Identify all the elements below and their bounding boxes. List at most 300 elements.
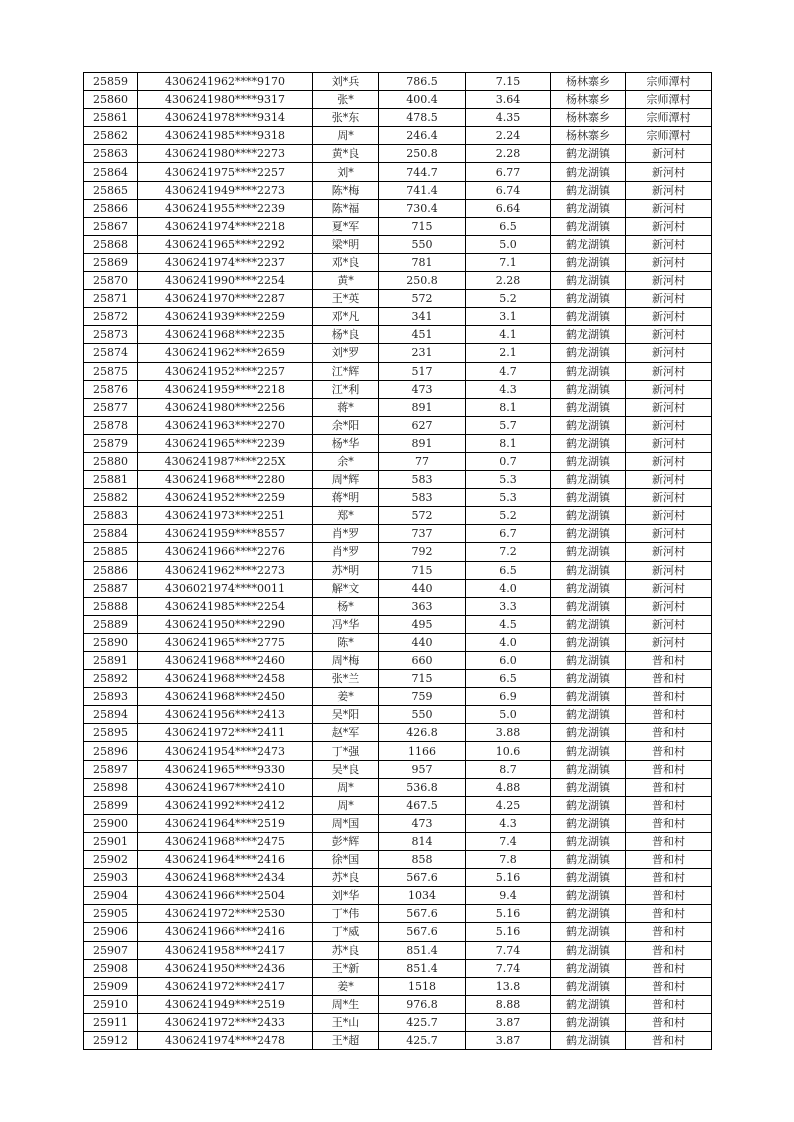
cell-seq: 25893 bbox=[84, 688, 138, 706]
cell-id-number: 4306241978****9314 bbox=[138, 109, 313, 127]
table-row bbox=[84, 452, 712, 470]
cell-village: 新河村 bbox=[626, 217, 712, 235]
cell-seq: 25900 bbox=[84, 814, 138, 832]
cell-amount: 6.5 bbox=[466, 670, 551, 688]
cell-town: 鹤龙湖镇 bbox=[551, 507, 626, 525]
cell-area: 814 bbox=[379, 832, 466, 850]
cell-name: 王*超 bbox=[313, 1031, 379, 1049]
table-row bbox=[84, 724, 712, 742]
cell-area: 976.8 bbox=[379, 995, 466, 1013]
cell-town: 鹤龙湖镇 bbox=[551, 905, 626, 923]
cell-area: 583 bbox=[379, 489, 466, 507]
cell-village: 新河村 bbox=[626, 615, 712, 633]
cell-amount: 6.0 bbox=[466, 652, 551, 670]
table-row bbox=[84, 145, 712, 163]
cell-name: 杨* bbox=[313, 597, 379, 615]
cell-id-number: 4306241966****2504 bbox=[138, 887, 313, 905]
cell-seq: 25864 bbox=[84, 163, 138, 181]
cell-area: 567.6 bbox=[379, 923, 466, 941]
cell-name: 刘*兵 bbox=[313, 73, 379, 91]
cell-id-number: 4306241972****2411 bbox=[138, 724, 313, 742]
cell-id-number: 4306241980****2256 bbox=[138, 398, 313, 416]
cell-village: 新河村 bbox=[626, 272, 712, 290]
table-row bbox=[84, 778, 712, 796]
table-row bbox=[84, 308, 712, 326]
cell-amount: 8.88 bbox=[466, 995, 551, 1013]
table-row bbox=[84, 670, 712, 688]
cell-town: 鹤龙湖镇 bbox=[551, 362, 626, 380]
cell-amount: 4.3 bbox=[466, 380, 551, 398]
table-row bbox=[84, 253, 712, 271]
cell-village: 普和村 bbox=[626, 688, 712, 706]
cell-amount: 2.24 bbox=[466, 127, 551, 145]
cell-amount: 6.5 bbox=[466, 561, 551, 579]
cell-town: 鹤龙湖镇 bbox=[551, 670, 626, 688]
cell-town: 鹤龙湖镇 bbox=[551, 326, 626, 344]
cell-area: 1518 bbox=[379, 977, 466, 995]
cell-amount: 3.3 bbox=[466, 597, 551, 615]
cell-town: 鹤龙湖镇 bbox=[551, 851, 626, 869]
cell-village: 普和村 bbox=[626, 977, 712, 995]
cell-name: 刘*华 bbox=[313, 887, 379, 905]
cell-amount: 5.2 bbox=[466, 290, 551, 308]
cell-amount: 4.88 bbox=[466, 778, 551, 796]
cell-area: 467.5 bbox=[379, 796, 466, 814]
cell-name: 黄*良 bbox=[313, 145, 379, 163]
table-row bbox=[84, 688, 712, 706]
cell-village: 新河村 bbox=[626, 145, 712, 163]
cell-amount: 3.64 bbox=[466, 91, 551, 109]
cell-amount: 4.0 bbox=[466, 579, 551, 597]
cell-id-number: 4306241968****2434 bbox=[138, 869, 313, 887]
cell-seq: 25859 bbox=[84, 73, 138, 91]
cell-area: 741.4 bbox=[379, 181, 466, 199]
cell-village: 普和村 bbox=[626, 941, 712, 959]
cell-name: 吴*良 bbox=[313, 760, 379, 778]
cell-town: 鹤龙湖镇 bbox=[551, 163, 626, 181]
cell-id-number: 4306241965****9330 bbox=[138, 760, 313, 778]
cell-town: 鹤龙湖镇 bbox=[551, 941, 626, 959]
cell-seq: 25897 bbox=[84, 760, 138, 778]
cell-id-number: 4306241968****2280 bbox=[138, 471, 313, 489]
cell-seq: 25873 bbox=[84, 326, 138, 344]
cell-area: 792 bbox=[379, 543, 466, 561]
cell-seq: 25911 bbox=[84, 1013, 138, 1031]
table-row bbox=[84, 398, 712, 416]
cell-area: 715 bbox=[379, 670, 466, 688]
cell-name: 陈*福 bbox=[313, 199, 379, 217]
cell-amount: 4.7 bbox=[466, 362, 551, 380]
cell-name: 徐*国 bbox=[313, 851, 379, 869]
cell-town: 鹤龙湖镇 bbox=[551, 181, 626, 199]
cell-name: 蒋* bbox=[313, 398, 379, 416]
cell-village: 新河村 bbox=[626, 362, 712, 380]
cell-area: 891 bbox=[379, 398, 466, 416]
cell-id-number: 4306241970****2287 bbox=[138, 290, 313, 308]
table-row bbox=[84, 217, 712, 235]
table-row bbox=[84, 615, 712, 633]
cell-town: 鹤龙湖镇 bbox=[551, 344, 626, 362]
cell-name: 王*英 bbox=[313, 290, 379, 308]
cell-id-number: 4306241949****2273 bbox=[138, 181, 313, 199]
cell-area: 737 bbox=[379, 525, 466, 543]
cell-amount: 7.1 bbox=[466, 253, 551, 271]
cell-village: 普和村 bbox=[626, 760, 712, 778]
cell-name: 余* bbox=[313, 452, 379, 470]
cell-town: 鹤龙湖镇 bbox=[551, 452, 626, 470]
cell-area: 1034 bbox=[379, 887, 466, 905]
cell-town: 鹤龙湖镇 bbox=[551, 253, 626, 271]
cell-name: 张* bbox=[313, 91, 379, 109]
cell-village: 新河村 bbox=[626, 633, 712, 651]
table-row bbox=[84, 344, 712, 362]
cell-seq: 25904 bbox=[84, 887, 138, 905]
cell-name: 肖*罗 bbox=[313, 525, 379, 543]
table-row bbox=[84, 163, 712, 181]
table-row bbox=[84, 326, 712, 344]
cell-amount: 8.7 bbox=[466, 760, 551, 778]
cell-id-number: 4306241968****2460 bbox=[138, 652, 313, 670]
cell-town: 鹤龙湖镇 bbox=[551, 561, 626, 579]
cell-town: 鹤龙湖镇 bbox=[551, 525, 626, 543]
cell-id-number: 4306241972****2417 bbox=[138, 977, 313, 995]
cell-name: 丁*伟 bbox=[313, 905, 379, 923]
cell-town: 鹤龙湖镇 bbox=[551, 652, 626, 670]
cell-seq: 25907 bbox=[84, 941, 138, 959]
cell-town: 鹤龙湖镇 bbox=[551, 633, 626, 651]
table-row bbox=[84, 73, 712, 91]
table-row bbox=[84, 290, 712, 308]
cell-amount: 4.25 bbox=[466, 796, 551, 814]
cell-town: 鹤龙湖镇 bbox=[551, 471, 626, 489]
cell-seq: 25878 bbox=[84, 416, 138, 434]
cell-area: 451 bbox=[379, 326, 466, 344]
cell-name: 王*山 bbox=[313, 1013, 379, 1031]
cell-id-number: 4306241962****2273 bbox=[138, 561, 313, 579]
cell-id-number: 4306241966****2276 bbox=[138, 543, 313, 561]
cell-seq: 25906 bbox=[84, 923, 138, 941]
cell-amount: 6.74 bbox=[466, 181, 551, 199]
table-row bbox=[84, 995, 712, 1013]
cell-seq: 25892 bbox=[84, 670, 138, 688]
table-row bbox=[84, 380, 712, 398]
cell-amount: 7.4 bbox=[466, 832, 551, 850]
cell-seq: 25876 bbox=[84, 380, 138, 398]
cell-village: 新河村 bbox=[626, 489, 712, 507]
cell-id-number: 4306241964****2519 bbox=[138, 814, 313, 832]
cell-name: 周* bbox=[313, 796, 379, 814]
cell-village: 新河村 bbox=[626, 597, 712, 615]
cell-village: 普和村 bbox=[626, 869, 712, 887]
cell-seq: 25870 bbox=[84, 272, 138, 290]
cell-seq: 25880 bbox=[84, 452, 138, 470]
cell-name: 杨*良 bbox=[313, 326, 379, 344]
cell-area: 550 bbox=[379, 706, 466, 724]
cell-amount: 5.16 bbox=[466, 869, 551, 887]
cell-id-number: 4306241955****2239 bbox=[138, 199, 313, 217]
table-row bbox=[84, 959, 712, 977]
cell-village: 普和村 bbox=[626, 923, 712, 941]
cell-name: 周*梅 bbox=[313, 652, 379, 670]
cell-town: 鹤龙湖镇 bbox=[551, 597, 626, 615]
cell-name: 解*文 bbox=[313, 579, 379, 597]
table-row bbox=[84, 887, 712, 905]
cell-id-number: 4306241968****2235 bbox=[138, 326, 313, 344]
cell-amount: 3.87 bbox=[466, 1013, 551, 1031]
cell-area: 1166 bbox=[379, 742, 466, 760]
cell-amount: 6.9 bbox=[466, 688, 551, 706]
cell-seq: 25879 bbox=[84, 434, 138, 452]
cell-seq: 25865 bbox=[84, 181, 138, 199]
cell-amount: 7.15 bbox=[466, 73, 551, 91]
cell-seq: 25889 bbox=[84, 615, 138, 633]
cell-amount: 6.77 bbox=[466, 163, 551, 181]
cell-seq: 25898 bbox=[84, 778, 138, 796]
table-row bbox=[84, 633, 712, 651]
cell-name: 周* bbox=[313, 127, 379, 145]
cell-name: 张*东 bbox=[313, 109, 379, 127]
cell-area: 517 bbox=[379, 362, 466, 380]
cell-seq: 25912 bbox=[84, 1031, 138, 1049]
table-row bbox=[84, 814, 712, 832]
table-row bbox=[84, 851, 712, 869]
table-row bbox=[84, 434, 712, 452]
cell-name: 王*新 bbox=[313, 959, 379, 977]
table-row bbox=[84, 923, 712, 941]
cell-village: 新河村 bbox=[626, 235, 712, 253]
cell-village: 新河村 bbox=[626, 181, 712, 199]
cell-area: 426.8 bbox=[379, 724, 466, 742]
cell-seq: 25908 bbox=[84, 959, 138, 977]
cell-town: 鹤龙湖镇 bbox=[551, 235, 626, 253]
cell-village: 普和村 bbox=[626, 959, 712, 977]
table-row bbox=[84, 977, 712, 995]
cell-seq: 25867 bbox=[84, 217, 138, 235]
cell-seq: 25874 bbox=[84, 344, 138, 362]
cell-amount: 5.3 bbox=[466, 489, 551, 507]
cell-area: 250.8 bbox=[379, 272, 466, 290]
cell-name: 苏*良 bbox=[313, 941, 379, 959]
cell-seq: 25883 bbox=[84, 507, 138, 525]
cell-name: 彭*辉 bbox=[313, 832, 379, 850]
cell-village: 普和村 bbox=[626, 742, 712, 760]
cell-village: 新河村 bbox=[626, 308, 712, 326]
cell-name: 余*阳 bbox=[313, 416, 379, 434]
cell-amount: 5.0 bbox=[466, 235, 551, 253]
cell-seq: 25886 bbox=[84, 561, 138, 579]
cell-area: 891 bbox=[379, 434, 466, 452]
cell-id-number: 4306241963****2270 bbox=[138, 416, 313, 434]
cell-area: 851.4 bbox=[379, 941, 466, 959]
cell-village: 新河村 bbox=[626, 507, 712, 525]
cell-id-number: 4306241965****2292 bbox=[138, 235, 313, 253]
cell-town: 鹤龙湖镇 bbox=[551, 145, 626, 163]
cell-amount: 2.1 bbox=[466, 344, 551, 362]
cell-seq: 25875 bbox=[84, 362, 138, 380]
cell-name: 陈* bbox=[313, 633, 379, 651]
table-row bbox=[84, 579, 712, 597]
cell-amount: 4.35 bbox=[466, 109, 551, 127]
table-row bbox=[84, 597, 712, 615]
cell-id-number: 4306241958****2417 bbox=[138, 941, 313, 959]
cell-town: 鹤龙湖镇 bbox=[551, 796, 626, 814]
cell-name: 丁*威 bbox=[313, 923, 379, 941]
cell-town: 鹤龙湖镇 bbox=[551, 489, 626, 507]
table-row bbox=[84, 235, 712, 253]
table-row bbox=[84, 471, 712, 489]
cell-town: 鹤龙湖镇 bbox=[551, 778, 626, 796]
cell-id-number: 4306241959****2218 bbox=[138, 380, 313, 398]
cell-area: 583 bbox=[379, 471, 466, 489]
cell-seq: 25884 bbox=[84, 525, 138, 543]
cell-seq: 25891 bbox=[84, 652, 138, 670]
cell-town: 鹤龙湖镇 bbox=[551, 416, 626, 434]
cell-area: 851.4 bbox=[379, 959, 466, 977]
cell-area: 715 bbox=[379, 561, 466, 579]
table-row bbox=[84, 652, 712, 670]
cell-amount: 4.3 bbox=[466, 814, 551, 832]
cell-amount: 5.7 bbox=[466, 416, 551, 434]
cell-amount: 0.7 bbox=[466, 452, 551, 470]
cell-id-number: 4306241987****225X bbox=[138, 452, 313, 470]
cell-seq: 25869 bbox=[84, 253, 138, 271]
cell-amount: 9.4 bbox=[466, 887, 551, 905]
cell-area: 440 bbox=[379, 633, 466, 651]
cell-area: 77 bbox=[379, 452, 466, 470]
cell-name: 冯*华 bbox=[313, 615, 379, 633]
cell-village: 普和村 bbox=[626, 905, 712, 923]
cell-area: 781 bbox=[379, 253, 466, 271]
cell-id-number: 4306241954****2473 bbox=[138, 742, 313, 760]
table-row bbox=[84, 109, 712, 127]
cell-area: 660 bbox=[379, 652, 466, 670]
cell-village: 普和村 bbox=[626, 814, 712, 832]
cell-area: 400.4 bbox=[379, 91, 466, 109]
cell-area: 715 bbox=[379, 217, 466, 235]
cell-amount: 6.64 bbox=[466, 199, 551, 217]
cell-town: 鹤龙湖镇 bbox=[551, 832, 626, 850]
cell-seq: 25901 bbox=[84, 832, 138, 850]
cell-id-number: 4306241972****2433 bbox=[138, 1013, 313, 1031]
cell-area: 759 bbox=[379, 688, 466, 706]
cell-area: 858 bbox=[379, 851, 466, 869]
cell-id-number: 4306241973****2251 bbox=[138, 507, 313, 525]
cell-id-number: 4306241974****2237 bbox=[138, 253, 313, 271]
cell-name: 蒋*明 bbox=[313, 489, 379, 507]
cell-town: 鹤龙湖镇 bbox=[551, 199, 626, 217]
cell-amount: 3.1 bbox=[466, 308, 551, 326]
cell-town: 鹤龙湖镇 bbox=[551, 977, 626, 995]
cell-village: 新河村 bbox=[626, 452, 712, 470]
cell-name: 刘* bbox=[313, 163, 379, 181]
cell-seq: 25903 bbox=[84, 869, 138, 887]
cell-village: 新河村 bbox=[626, 525, 712, 543]
cell-town: 鹤龙湖镇 bbox=[551, 869, 626, 887]
cell-name: 吴*阳 bbox=[313, 706, 379, 724]
cell-village: 新河村 bbox=[626, 398, 712, 416]
cell-area: 440 bbox=[379, 579, 466, 597]
cell-seq: 25877 bbox=[84, 398, 138, 416]
cell-village: 新河村 bbox=[626, 579, 712, 597]
cell-id-number: 4306241980****9317 bbox=[138, 91, 313, 109]
cell-amount: 5.3 bbox=[466, 471, 551, 489]
cell-village: 普和村 bbox=[626, 706, 712, 724]
cell-area: 730.4 bbox=[379, 199, 466, 217]
cell-town: 鹤龙湖镇 bbox=[551, 1013, 626, 1031]
cell-village: 新河村 bbox=[626, 199, 712, 217]
table-row bbox=[84, 127, 712, 145]
cell-name: 郑* bbox=[313, 507, 379, 525]
cell-town: 鹤龙湖镇 bbox=[551, 380, 626, 398]
cell-name: 黄* bbox=[313, 272, 379, 290]
cell-seq: 25872 bbox=[84, 308, 138, 326]
cell-area: 250.8 bbox=[379, 145, 466, 163]
cell-village: 新河村 bbox=[626, 561, 712, 579]
cell-village: 普和村 bbox=[626, 670, 712, 688]
cell-amount: 5.0 bbox=[466, 706, 551, 724]
cell-id-number: 4306241956****2413 bbox=[138, 706, 313, 724]
cell-id-number: 4306241967****2410 bbox=[138, 778, 313, 796]
cell-id-number: 4306241952****2257 bbox=[138, 362, 313, 380]
cell-amount: 6.5 bbox=[466, 217, 551, 235]
cell-id-number: 4306241965****2775 bbox=[138, 633, 313, 651]
cell-area: 536.8 bbox=[379, 778, 466, 796]
cell-id-number: 4306241985****9318 bbox=[138, 127, 313, 145]
cell-village: 宗师潭村 bbox=[626, 91, 712, 109]
cell-id-number: 4306241974****2478 bbox=[138, 1031, 313, 1049]
table-row bbox=[84, 760, 712, 778]
cell-area: 246.4 bbox=[379, 127, 466, 145]
cell-village: 普和村 bbox=[626, 995, 712, 1013]
cell-town: 鹤龙湖镇 bbox=[551, 272, 626, 290]
cell-town: 鹤龙湖镇 bbox=[551, 959, 626, 977]
cell-id-number: 4306241985****2254 bbox=[138, 597, 313, 615]
cell-seq: 25899 bbox=[84, 796, 138, 814]
cell-town: 鹤龙湖镇 bbox=[551, 724, 626, 742]
cell-area: 495 bbox=[379, 615, 466, 633]
table-row bbox=[84, 416, 712, 434]
cell-amount: 8.1 bbox=[466, 398, 551, 416]
cell-id-number: 4306241990****2254 bbox=[138, 272, 313, 290]
table-row bbox=[84, 507, 712, 525]
cell-seq: 25882 bbox=[84, 489, 138, 507]
table-row bbox=[84, 706, 712, 724]
table-row bbox=[84, 181, 712, 199]
cell-area: 627 bbox=[379, 416, 466, 434]
cell-id-number: 4306241964****2416 bbox=[138, 851, 313, 869]
table-row bbox=[84, 941, 712, 959]
table-body bbox=[84, 73, 712, 1050]
cell-seq: 25868 bbox=[84, 235, 138, 253]
cell-name: 杨*华 bbox=[313, 434, 379, 452]
cell-id-number: 4306021974****0011 bbox=[138, 579, 313, 597]
cell-town: 鹤龙湖镇 bbox=[551, 398, 626, 416]
cell-town: 杨林寨乡 bbox=[551, 109, 626, 127]
cell-id-number: 4306241962****2659 bbox=[138, 344, 313, 362]
cell-town: 鹤龙湖镇 bbox=[551, 615, 626, 633]
cell-id-number: 4306241962****9170 bbox=[138, 73, 313, 91]
cell-amount: 4.5 bbox=[466, 615, 551, 633]
cell-town: 鹤龙湖镇 bbox=[551, 290, 626, 308]
cell-village: 新河村 bbox=[626, 326, 712, 344]
cell-area: 572 bbox=[379, 507, 466, 525]
cell-amount: 7.8 bbox=[466, 851, 551, 869]
cell-village: 普和村 bbox=[626, 778, 712, 796]
cell-name: 苏*明 bbox=[313, 561, 379, 579]
cell-area: 473 bbox=[379, 380, 466, 398]
cell-village: 普和村 bbox=[626, 851, 712, 869]
cell-town: 鹤龙湖镇 bbox=[551, 995, 626, 1013]
